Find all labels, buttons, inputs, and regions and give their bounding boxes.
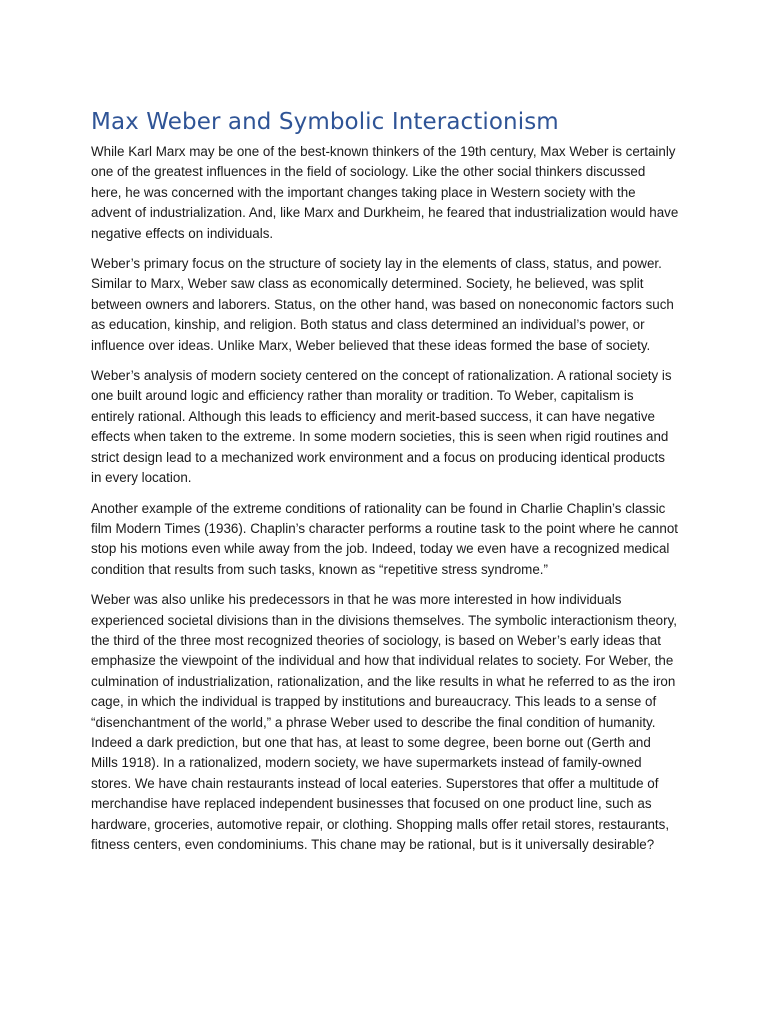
document-body (91, 106, 679, 865)
paragraph-rationalization: Weber’s analysis of modern society centered on the concept of rationalization. A rational society is one built around logic and efficiency rather than morality or tradition. To Weber, capitalism is entirely rational. Although this leads to efficiency and merit-based success, it can have negative effects when taken to the extreme. In some modern societies, this is seen when rigid routines and strict design lead to a mechanized work environment and a focus on producing identical products in every location. (91, 368, 672, 486)
paragraph-symbolic-interactionism: Weber was also unlike his predecessors in that he was more interested in how individuals experienced societal divisions than in the divisions themselves. The symbolic interactionism theory, the third of the three most recognized theories of sociology, is based on Weber’s early ideas that emphasize the viewpoint of the individual and how that individual relates to society. For Weber, the culmination of industrialization, rationalization, and the like results in what he referred to as the iron cage, in which the individual is trapped by institutions and bureaucracy. This leads to a sense of “disenchantment of the world,” a phrase Weber used to describe the final condition of humanity. Indeed a dark prediction, but one that has, at least to some degree, been borne out (Gerth and Mills 1918). In a rationalized, modern society, we have supermarkets instead of family-owned stores. We have chain restaurants instead of local eateries. Superstores that offer a multitude of merchandise have replaced independent businesses that focused on one product line, such as hardware, groceries, automotive repair, or clothing. Shopping malls offer retail stores, restaurants, fitness centers, even condominiums. This chane may be rational, but is it universally desirable? (91, 592, 677, 852)
paragraph-modern-times: Another example of the extreme conditions of rationality can be found in Charlie Chaplin’s classic film Modern Times (1936). Chaplin’s character performs a routine task to the point where he cannot stop his motions even while away from the job. Indeed, today we even have a recognized medical condition that results from such tasks, known as “repetitive stress syndrome.” (91, 500, 678, 577)
document-title: Max Weber and Symbolic Interactionism (91, 109, 559, 135)
paragraph-class-status-power: Weber’s primary focus on the structure of society lay in the elements of class, status, and power. Similar to Marx, Weber saw class as economically determined. Society, he believed, was split between owners and laborers. Status, on the other hand, was based on noneconomic factors such as education, kinship, and religion. Both status and class determined an individual’s power, or influence over ideas. Unlike Marx, Weber believed that these ideas formed the base of society. (91, 256, 674, 353)
paragraph-intro: While Karl Marx may be one of the best-known thinkers of the 19th century, Max Weber is certainly one of the greatest influences in the field of sociology. Like the other social thinkers discussed here, he was concerned with the important changes taking place in Western society with the advent of industrialization. And, like Marx and Durkheim, he feared that industrialization would have negative effects on individuals. (91, 144, 679, 241)
